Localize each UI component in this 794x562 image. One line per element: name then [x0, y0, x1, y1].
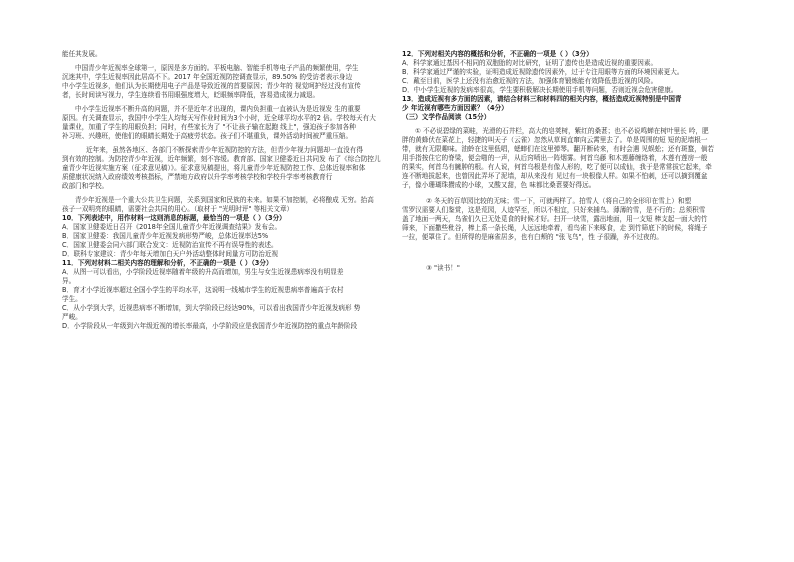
paragraph-2 [62, 105, 398, 141]
option-c: C．戴至目前，医学上还没有治愈近视的方法，加强体育锻炼能有效降低患近视的风险。 [402, 77, 658, 85]
option-a: A．国家卫健委近日召开《2018年全国儿童青少年近视调查结果》发布会。 [62, 223, 282, 231]
option-b: B．育才小学近视率超过全国小学生的平均水平，这说明一线城市学生的近视患病率普遍高于农村 [62, 286, 344, 294]
option-d: D．联科专家建议：青少年每天增加白天户外活动整体时间量方可防治近视 [62, 250, 279, 258]
text-line: ② 冬天的百草园比较的无味；雪一下，可就两样了。拍雪人（将自己的全形印在雪上）和塑 [426, 197, 692, 205]
text-line: 能任其发展。 [62, 50, 102, 58]
text-line: 筛来，下面撒些秕谷，棒上系一条长绳，人远远地牵着，看鸟雀下来啄食，走 到竹筛底下的时候，将绳子 [402, 224, 708, 232]
option-a: A．从图一可以看出，小学阶段近视率随着年级的升高而增加，男生与女生近视患病率没有明显差 [62, 268, 344, 276]
option-b-cont: 学生。 [62, 295, 82, 303]
paragraph-4 [62, 196, 398, 214]
text-line: 沉迷其中，学生近视率因此居高不下。2017 年全国近视防控调查显示，89.50% 的受访者表示身边 [62, 73, 353, 81]
text-line: 量课业，加重了学生的用眼负担；同时，有些家长为了 "不让孩子输在起跑 线上"，强迫孩子参加各种 [62, 123, 356, 131]
passage-2 [402, 197, 734, 242]
text-line: 连不断地拔起来，也曾因此弄坏了泥墙，却从来没有 见过有一块根像人样。如果不怕刺，还可以摘到覆盆 [402, 172, 708, 180]
option-d: D．小学阶段从一年级到六年级近视的增长率最高，小学阶段应是我国青少年近视防控的重点年龄阶段 [62, 322, 358, 330]
question-title: 13．造成近视有多方面的因素，请结合材料三和材料四的相关内容，概括造成近视特别是中国青 [402, 95, 682, 103]
paragraph-3 [62, 146, 398, 191]
text-line: 孩子一双明亮的眼睛，需要社会共同的用心。（取材于 "光明时评" 等相关文章） [62, 205, 294, 213]
text-line: 带，就有无限趣味。油蛉在这里低唱，蟋蟀们在这里弹琴。翻开断砖来，有时会遇 见蜈蚣；还有斑蝥，倘若 [402, 145, 715, 153]
option-a-cont: 异。 [62, 277, 76, 285]
text-line: 胖的黄蜂伏在菜花上，轻捷的叫天子（云雀）忽然从草间直窜向云霄里去了。单是周围的短 短的泥墙根一 [402, 136, 708, 144]
text-line: 一拉，便罩住了。但所得的是麻雀居多，也有白颊的 "张飞鸟"，性 子很躁，养不过夜的。 [402, 233, 663, 241]
text-line: 政部门和学校。 [62, 182, 109, 190]
text-line: 补习班、兴趣班，使他们的眼睛长期处于高疲劳状态。孩子们不堪重负，课外活动时间被严重压缩。 [62, 132, 353, 140]
text-line: 中国青少年近视率全球第一，原因是多方面的。平板电脑、智能手机等电子产品的频繁使用，学生 [75, 64, 359, 72]
text-line: 子，像小珊瑚珠攒成的小球，又酸又甜，色 味都比桑葚要好得远。 [402, 181, 596, 189]
text-line: 中小学生近视多，他们认为长期使用电子产品是导致近视的首要原因；青少年的 视觉呵护经过没有宣传 [62, 82, 361, 90]
option-b: B．国家卫健委：我国儿童青少年近视发病形势严峻，总体近视率达5% [62, 232, 269, 240]
text-line: 盖了地面一两天，鸟雀们久已无处觅食的时候才好。扫开一块雪，露出地面，用一支短 棒支起一面大的竹 [402, 215, 708, 223]
right-column [402, 50, 734, 273]
text-line: 到有效的控制。为防控青少年近视，近年频繁，刻不容缓。教育部、国家卫健委近日共同发 布了《综合防控儿 [62, 155, 381, 163]
option-c: C．国家卫健委会同六部门联合发文：近视防治宣传不再有误导性的表述。 [62, 241, 278, 249]
text-line: 雪罗汉需要人们鉴赏，这是荒园，人迹罕至，所以不相宜，只好来捕鸟。薄薄的雪，是不行的；总须积雪 [402, 206, 706, 214]
question-title: 10．下列表述中，用作材料一这则消息的标题，最恰当的一项是（ ）（3分） [62, 214, 286, 222]
question-11 [62, 259, 398, 331]
question-13 [402, 95, 734, 113]
text-line: 的果实，何首乌有臃肿的根。有人说，何首乌根是有像人形的，吃了便可以成仙，我于是常常拔它起来，牵 [402, 163, 712, 171]
text-line: 童青少年近视实施方案（征求意见稿）》。征求意见稿提出，将儿童青少年近视防控工作、总体近视率和体 [62, 164, 366, 172]
option-c-cont: 严峻。 [62, 313, 82, 321]
text-line: 原因。有关调查显示，我国中小学生人均每天写作业时间为3个小时，近全球平均水平的2 倍。学校每天有大 [62, 114, 376, 122]
option-a: A．科学家通过基因不相同的双胞胎的对比研究，证明了遗传也是造成近视的重要因素。 [402, 59, 658, 67]
question-10 [62, 214, 398, 259]
option-b: B．科学家通过严谨的实验，证明造成近视除遗传因素外，过于专注用眼等方面的环境因素更大。 [402, 68, 684, 76]
question-12 [402, 50, 734, 95]
text-line: 用手指按住它的脊梁，便会啪的一声，从后窍喷出一阵烟雾。何首乌藤 和木莲藤缠络着，木莲有莲房一般 [402, 154, 708, 162]
text-line: 中小学生近视率不断升高的问题，并不是近年才出现的，课内负担重一直被认为是近视发 生的重要 [75, 105, 361, 113]
option-c: C．从小学到大学，近视患病率不断增加，到大学阶段已经达90%，可以看出我国青少年近视发病形 势 [62, 304, 361, 312]
passage-1 [402, 127, 734, 190]
question-title: 12．下列对相关内容的概括和分析，不正确的一项是（ ）（3分） [402, 50, 593, 58]
text-line: ① 不必说碧绿的菜畦，光滑的石井栏，高大的皂荚树，紫红的桑葚；也不必说鸣蝉在树叶里长 吟，肥 [415, 127, 709, 135]
text-line: 近年来，虽然各地区、各部门不断探索青少年近视防控的方法，但青少年视力问题却一直没有得 [86, 146, 363, 154]
text-line: 质健康状况纳入政府绩效考核指标，严禁地方政府以升学率考核学校和学校升学率考核教育行 [62, 173, 333, 181]
section-heading: （三）文学作品阅读（15分） [402, 113, 491, 121]
left-column [62, 50, 398, 331]
passage-3-line: ③ "读书！" [426, 264, 460, 272]
paragraph-1 [62, 64, 398, 100]
text-line: 青少年近视是一个重大公共卫生问题，关系到国家和民族的未来。如果不加控制，必将酿成 无穷。抬高 [75, 196, 374, 204]
text-line: 者，长时间读写视力，学生连续看书用眼强度增大，眨眼频率降低，容易造成视力减退。 [62, 91, 320, 99]
question-title-cont: 少 年近视有哪些方面因素？（4分） [402, 104, 508, 112]
question-title: 11．下列对材料二相关内容的理解和分析，不正确的一项是（ ）（3分） [62, 259, 273, 267]
option-d: D．中小学生近视的发病率很高，学生要积极解决长期使用手机等问题，否则近视会危害健康。 [402, 86, 678, 94]
